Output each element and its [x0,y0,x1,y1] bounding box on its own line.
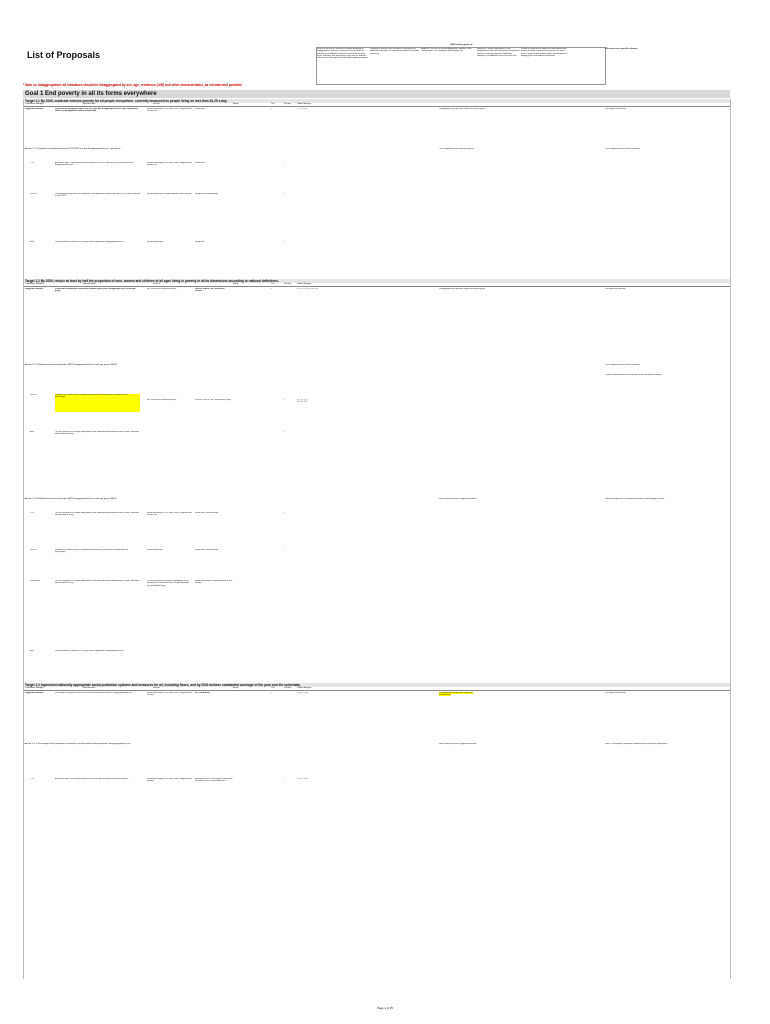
top-box-col2: Summary of reviews of the first drafts of indicators and additional information; list of proposed indicators for global monitoring. [370,48,419,55]
target-1-3: Target 1.3 Implement nationally appropriate social protection systems and measures for all, including floors, and by 2030 achieve substantial coverage of the poor and the vulnerable. [23,683,730,687]
proposed-indicator-1-2: Proportion of population living below national poverty line, disaggregated by sex and age group [55,288,136,293]
indicator-row-1-2-x: Indicator 1.2.2 Multidimensional poverty index (MPI) disaggregated by sex and age group (NEW) [23,498,117,500]
column-headers: Code/Row Number Specification Source Entity Tier Priority Global Ranges [25,103,312,105]
page-title: List of Proposals [27,50,101,60]
proposed-indicator-1-3: Percentage of population covered by social protection floors/systems, disaggregated by sex... [55,692,134,694]
top-box-col6: UN system cross-specific indicators [605,48,638,50]
indicator-row-1-2-2: Indicator 1.2.2 Multidimensional poverty index (MPI) disaggregated by sex and age group (NEW) [23,364,117,366]
top-box-heading: UNSD working group on... [450,44,474,46]
top-box-col4: Identify tier I stages and propose a work programme for work with the partners of respective agencies, proposed structure of indicators, categories and additional work of the work tiers. [477,48,520,57]
top-box-col1: Verify that each of the indicators should be proposed for disaggregation. Summary of reviews of the first drafts of indicators and additional comments received for the given target. Indicators with adjustments in line with the definition, data sources, that may be used for global reporting purposes. [317,48,369,60]
target-1-1: Target 1.1 By 2030, eradicate extreme poverty for all people everywhere, currently measured as people living on less than $1.25 a day. [23,99,730,103]
goal-heading: Goal 1 End poverty in all its forms everywhere [23,90,730,98]
page-footer: Page 1 of 35 [377,1006,393,1010]
top-box-col5: Provide a justification to support the indicator definition proposed and the agreement with partners for future work; to improve data quality and the relevant inputs for disaggregation and indicator frameworks. [521,48,568,57]
top-box-col3: Additions: The focus of data disaggregation; variables, cross-cutting issues, such inequality, special groups, etc. [421,48,473,53]
indicator-row-1-3-1: Indicator 1.3.1 Percentage of the population covered by social protection floors/systems, disaggregated by sex... [23,743,132,745]
proposed-indicator-1-1: Proportion of population below $1.25 (PPP) per day, disaggregated by sex, age, employment status and geographical location (urban/rural) [55,108,138,113]
indicator-row-1-1-1: Indicator 1.1.1 Proportion of population below $1.25 (PPP) per day disaggregated by sex, age group, ... [23,148,123,150]
disaggregation-note: * Note on disaggregation: all indicators should be disaggregated by sex, age, residence (U/R) and other characteristics, as relevant and possible. [23,83,243,87]
target-1-2: Target 1.2 By 2030, reduce at least by half the proportion of men, women and children of all ages living in poverty in all its dimensions according to national definitions. [23,279,730,283]
